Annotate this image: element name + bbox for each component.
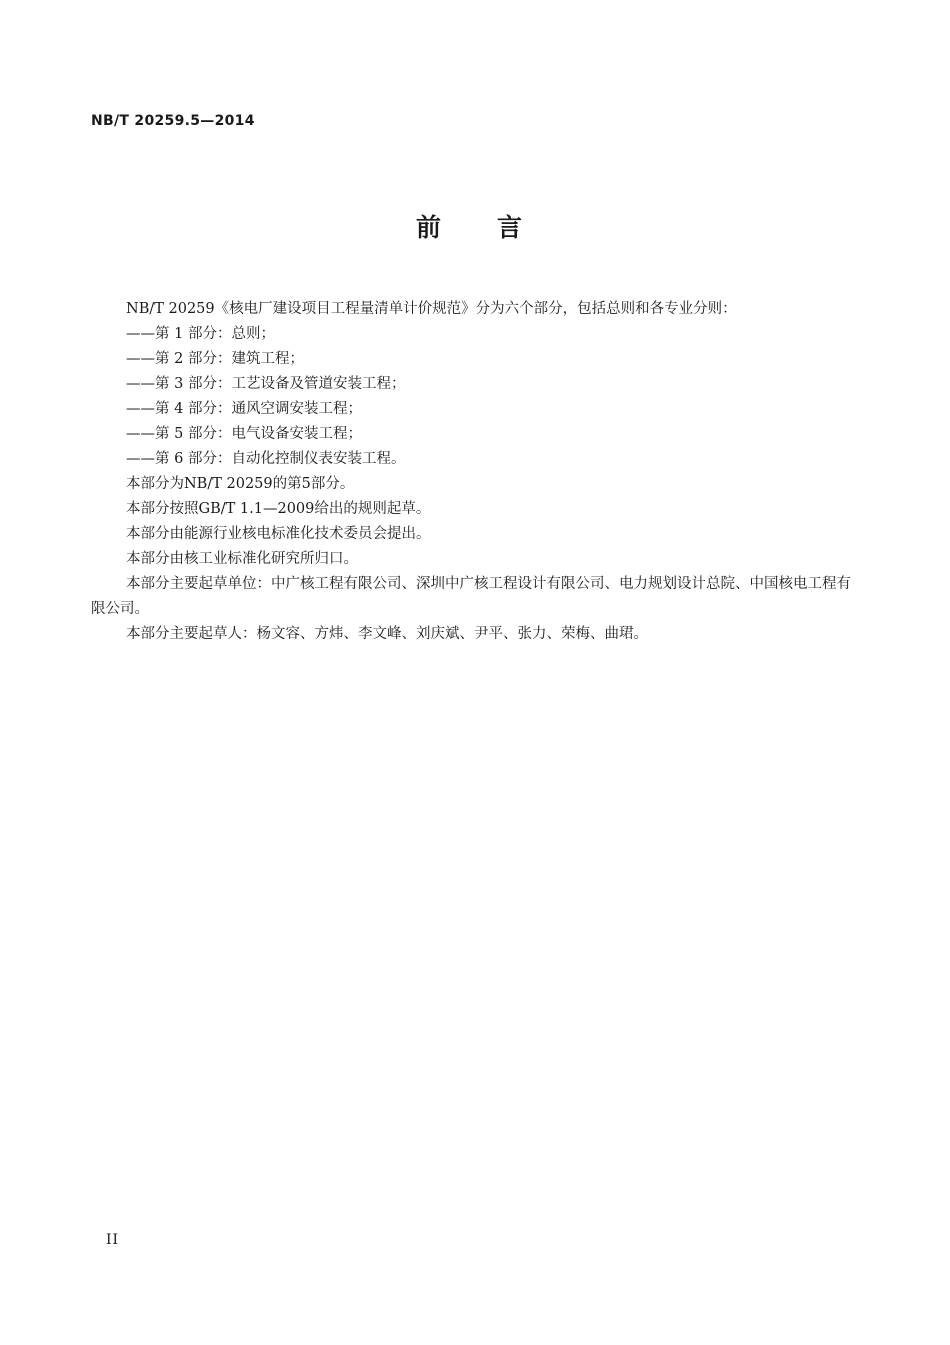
part-item-1: ——第 1 部分：总则； <box>126 326 275 342</box>
page-title: 前言 <box>415 213 578 242</box>
part-item-3: ——第 3 部分：工艺设备及管道安装工程； <box>126 376 406 392</box>
intro-paragraph: NB/T 20259《核电厂建设项目工程量清单计价规范》分为六个部分，包括总则和各专业分则： <box>126 301 737 317</box>
part-item-4: ——第 4 部分：通风空调安装工程； <box>126 401 362 417</box>
part-item-2: ——第 2 部分：建筑工程； <box>126 351 304 367</box>
this-part-paragraph: 本部分为NB/T 20259的第5部分。 <box>126 476 355 492</box>
drafting-rules-paragraph: 本部分按照GB/T 1.1—2009给出的规则起草。 <box>126 501 431 517</box>
foreword-body <box>91 297 863 647</box>
part-item-5: ——第 5 部分：电气设备安装工程； <box>126 426 362 442</box>
part-item-6: ——第 6 部分：自动化控制仪表安装工程。 <box>126 451 406 467</box>
drafting-units-paragraph: 本部分主要起草单位：中广核工程有限公司、深圳中广核工程设计有限公司、电力规划设计总院、中国核电工程有限公司。 <box>91 576 851 617</box>
page-number: II <box>106 1232 120 1248</box>
managed-by-paragraph: 本部分由核工业标准化研究所归口。 <box>126 551 358 567</box>
drafters-paragraph: 本部分主要起草人：杨文容、方炜、李文峰、刘庆斌、尹平、张力、荣梅、曲珺。 <box>126 626 648 642</box>
proposed-by-paragraph: 本部分由能源行业核电标准化技术委员会提出。 <box>126 526 431 542</box>
standard-code: NB/T 20259.5—2014 <box>91 113 255 129</box>
